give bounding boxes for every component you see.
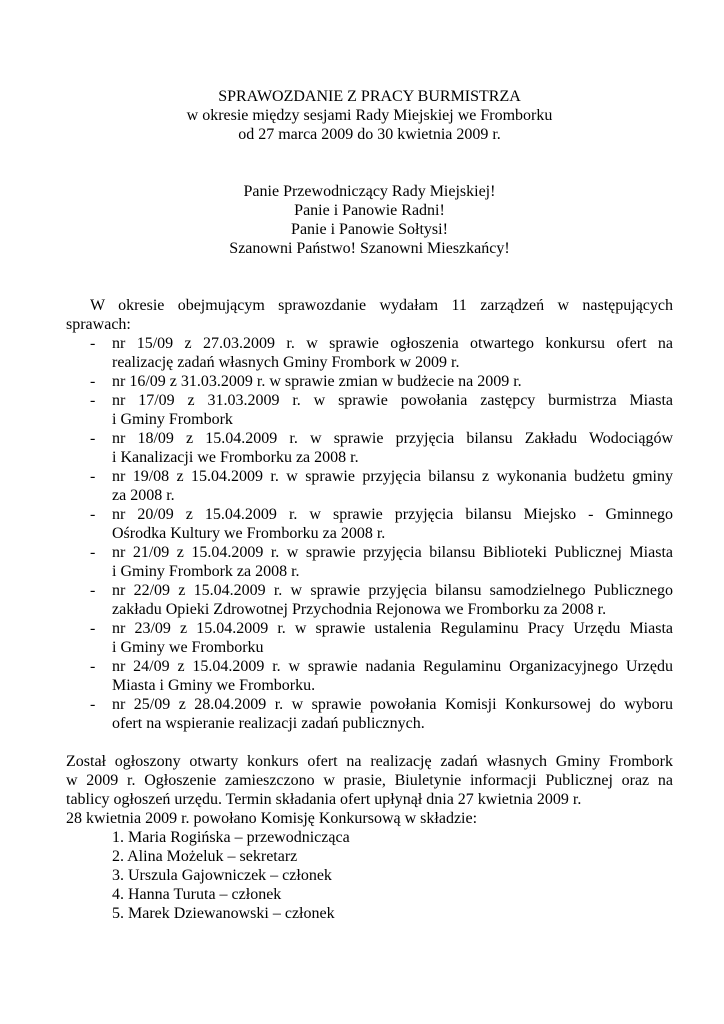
intro-paragraph [66,296,673,334]
greeting-line: Szanowni Państwo! Szanowni Mieszkańcy! [229,240,510,257]
report-title: SPRAWOZDANIE Z PRACY BURMISTRZA [218,88,521,105]
committee-members-list [66,828,673,923]
greeting-line: Panie i Panowie Radni! [294,202,445,219]
list-item: 5. Marek Dziewanowski – członek [112,905,335,922]
report-subtitle-dates: od 27 marca 2009 do 30 kwietnia 2009 r. [238,126,501,143]
intro-line: sprawach: [66,316,131,333]
list-item: - nr 15/09 z 27.03.2009 r. w sprawie ogłoszenia otwartego konkursu ofert na realizację zadań własnych Gminy Frombork w 2009 r. [90,335,673,371]
contest-line: tablicy ogłoszeń urzędu. Termin składania ofert upłynął dnia 27 kwietnia 2009 r. [66,791,582,808]
contest-line: w 2009 r. Ogłoszenie zamieszczono w prasie, Biuletynie informacji Publicznej oraz na [66,772,673,789]
list-item: 4. Hanna Turuta – członek [112,886,282,903]
list-item: - nr 17/09 z 31.03.2009 r. w sprawie powołania zastępcy burmistrza Miasta i Gminy Frombork [90,392,673,428]
list-item: 3. Urszula Gajowniczek – członek [112,867,332,884]
intro-line: W okresie obejmującym sprawozdanie wydałam 11 zarządzeń w następujących [90,297,673,314]
greeting-line: Panie Przewodniczący Rady Miejskiej! [243,183,496,200]
list-item: - nr 18/09 z 15.04.2009 r. w sprawie przyjęcia bilansu Zakładu Wodociągów i Kanalizacji we Fromborku za 2008 r. [90,430,673,466]
contest-paragraph [66,752,673,828]
list-item: 1. Maria Rogińska – przewodnicząca [112,829,350,846]
decisions-list [66,334,673,733]
list-item: 2. Alina Możeluk – sekretarz [112,848,298,865]
contest-line: Został ogłoszony otwarty konkurs ofert na realizację zadań własnych Gminy Frombork [66,753,673,770]
document-page [66,87,673,923]
report-subtitle-period: w okresie między sesjami Rady Miejskiej we Fromborku [186,107,553,124]
report-header [66,87,673,144]
list-item: - nr 25/09 z 28.04.2009 r. w sprawie powołania Komisji Konkursowej do wyboru ofert na wspieranie realizacji zadań publicznych. [90,696,673,732]
list-item: - nr 22/09 z 15.04.2009 r. w sprawie przyjęcia bilansu samodzielnego Publicznego zakładu Opieki Zdrowotnej Przychodnia Rejonowa we Fromborku za 2008 r. [90,582,673,618]
contest-line: 28 kwietnia 2009 r. powołano Komisję Konkursową w składzie: [66,810,478,827]
list-item: - nr 19/08 z 15.04.2009 r. w sprawie przyjęcia bilansu z wykonania budżetu gminy za 2008 r. [90,468,673,504]
list-item: - nr 16/09 z 31.03.2009 r. w sprawie zmian w budżecie na 2009 r. [90,373,522,390]
greeting-line: Panie i Panowie Sołtysi! [291,221,448,238]
list-item: - nr 23/09 z 15.04.2009 r. w sprawie ustalenia Regulaminu Pracy Urzędu Miasta i Gminy we Fromborku [90,620,673,656]
list-item: - nr 21/09 z 15.04.2009 r. w sprawie przyjęcia bilansu Biblioteki Publicznej Miasta i Gminy Frombork za 2008 r. [90,544,673,580]
list-item: - nr 20/09 z 15.04.2009 r. w sprawie przyjęcia bilansu Miejsko - Gminnego Ośrodka Kultury we Fromborku za 2008 r. [90,506,673,542]
greeting [66,182,673,258]
list-item: - nr 24/09 z 15.04.2009 r. w sprawie nadania Regulaminu Organizacyjnego Urzędu Miasta i Gminy we Fromborku. [90,658,673,694]
